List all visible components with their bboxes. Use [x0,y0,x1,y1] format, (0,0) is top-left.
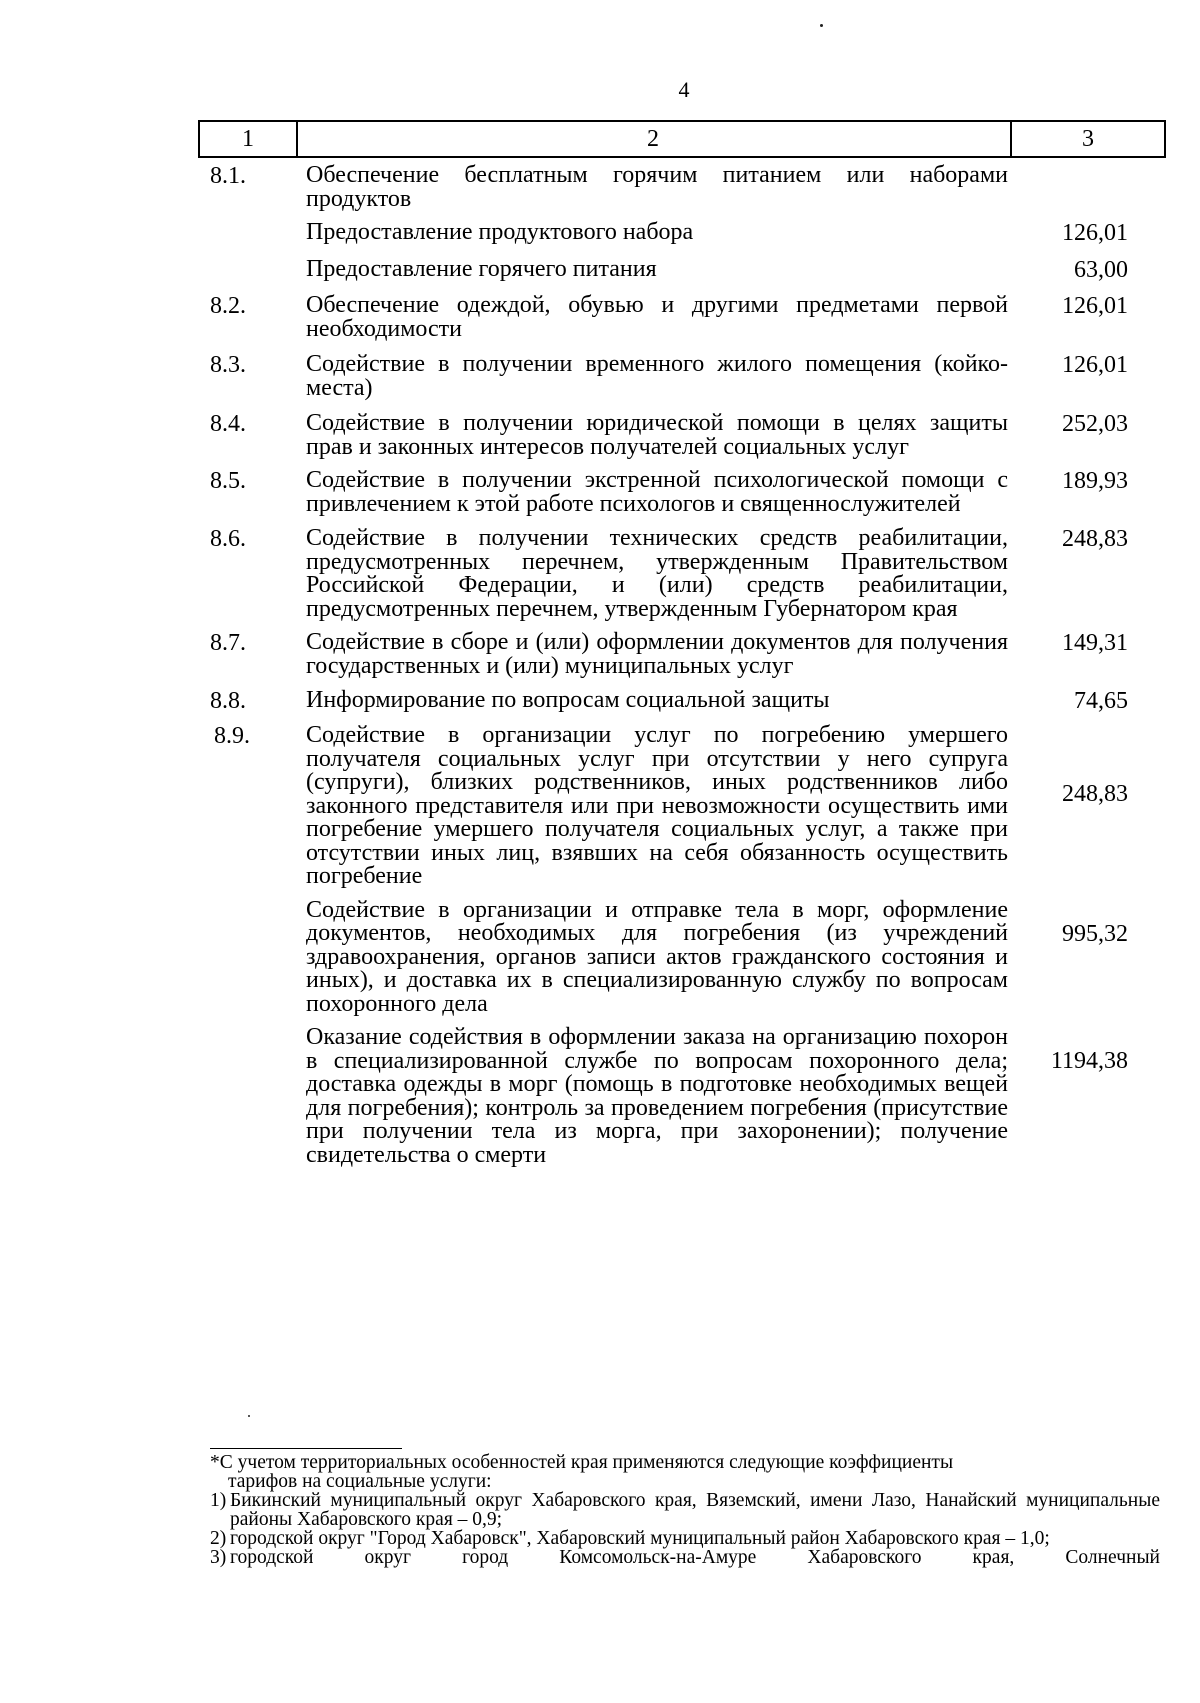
row-tariff: 248,83 [1062,781,1128,807]
table-row [210,896,1130,1017]
row-tariff: 1194,38 [1050,1048,1128,1074]
footnote-item-number: 1) [210,1490,227,1511]
row-number: 8.5. [210,468,246,494]
table-row [210,353,1130,400]
row-number: 8.8. [210,688,246,714]
row-description: Содействие в организации и отправке тела в морг, оформление документов, необходимых для погребения (из учреждений здравоохранения, органов записи актов гражданского состояния и иных), и доставка их в специализированную службу по вопросам похоронного дела [306,896,1008,1017]
row-number: 8.6. [210,526,246,552]
header-col-1: 1 [200,122,298,156]
row-description: Содействие в сборе и (или) оформлении документов для получения государственных и (или) муниципальных услуг [306,629,1008,679]
row-description: Содействие в организации услуг по погребению умершего получателя социальных услуг при отсутствии у него супруга (супруги), близких родственников, иных родственников либо законного представителя или при невозможности осуществить ими погребение умершего получателя социальных услуг, а также при отсутствии иных лиц, взявших на себя обязанность осуществить погребение [306,722,1008,889]
row-description: Содействие в получении технических средств реабилитации, предусмотренных перечнем, утвержденным Правительством Российской Федерации, и (или) средств реабилитации, предусмотренных перечнем, утвержденным Губернатором края [306,525,1008,622]
row-tariff: 149,31 [1062,630,1128,656]
footnote-separator [210,1448,402,1449]
table-row [210,221,1130,245]
footnote-item [210,1548,1160,1567]
row-tariff: 63,00 [1074,257,1128,283]
scan-speck [820,24,823,27]
row-number: 8.3. [210,352,246,378]
row-description: Предоставление продуктового набора [306,219,694,245]
footnote-item-text: городской округ город Комсомольск-на-Амуре Хабаровского края, Солнечный [230,1547,1160,1568]
row-description: Информирование по вопросам социальной защиты [306,687,830,713]
header-col-3: 3 [1082,126,1094,152]
footnote-item-text: городской округ "Город Хабаровск", Хабаровский муниципальный район Хабаровского края – 1,0; [230,1528,1050,1549]
table-header [198,120,1166,158]
footnote [210,1448,1160,1567]
row-tariff: 126,01 [1062,220,1128,246]
row-tariff: 252,03 [1062,411,1128,437]
row-description: Оказание содействия в оформлении заказа на организацию похорон в специализированной службе по вопросам похоронного дела; доставка одежды в морг (помощь в подготовке необходимых вещей для погребения); контроль за проведением погребения (присутствие при получении тела из морга, при захоронении); получение свидетельства о смерти [306,1024,1008,1168]
row-tariff: 126,01 [1062,293,1128,319]
table-row [210,527,1130,621]
table-row [210,294,1130,341]
footnote-intro: *С учетом территориальных особенностей края применяются следующие коэффициенты [210,1452,954,1473]
footnote-item-number: 3) [210,1547,227,1568]
table-row [210,631,1130,678]
row-tariff: 126,01 [1062,352,1128,378]
header-col-2: 2 [296,122,1012,156]
row-description: Содействие в получении юридической помощи в целях защиты прав и законных интересов получателей социальных услуг [306,410,1008,460]
table-row [210,469,1130,516]
scan-speck [248,1415,250,1417]
table-row [210,689,1130,713]
row-tariff: 248,83 [1062,526,1128,552]
row-number: 8.2. [210,293,246,319]
row-description: Содействие в получении временного жилого помещения (койко-места) [306,351,1008,401]
footnote-item [210,1529,1160,1548]
row-description: Обеспечение одеждой, обувью и другими предметами первой необходимости [306,292,1008,342]
row-description: Предоставление горячего питания [306,256,657,282]
footnote-item-number: 2) [210,1528,227,1549]
tariff-table-body [210,164,1130,1167]
footnote-item [210,1491,1160,1529]
row-tariff: 74,65 [1074,688,1128,714]
table-row [210,164,1130,211]
row-description: Обеспечение бесплатным горячим питанием или наборами продуктов [306,162,1008,212]
row-tariff: 995,32 [1062,920,1128,947]
row-number: 8.7. [210,630,246,656]
row-number: 8.4. [210,411,246,437]
page-number: 4 [678,77,690,102]
row-description: Содействие в получении экстренной психологической помощи с привлечением к этой работе психологов и священнослужителей [306,467,1008,517]
row-number: 8.9. [214,723,250,749]
row-number: 8.1. [210,163,246,189]
table-row [210,258,1130,282]
footnote-item-text: Бикинский муниципальный округ Хабаровского края, Вяземский, имени Лазо, Нанайский муниципальные районы Хабаровского края – 0,9; [230,1490,1160,1530]
table-row [210,1026,1130,1167]
table-row [210,724,1130,889]
footnote-intro-continued: тарифов на социальные услуги: [228,1471,492,1492]
row-tariff: 189,93 [1062,468,1128,494]
table-row [210,412,1130,459]
